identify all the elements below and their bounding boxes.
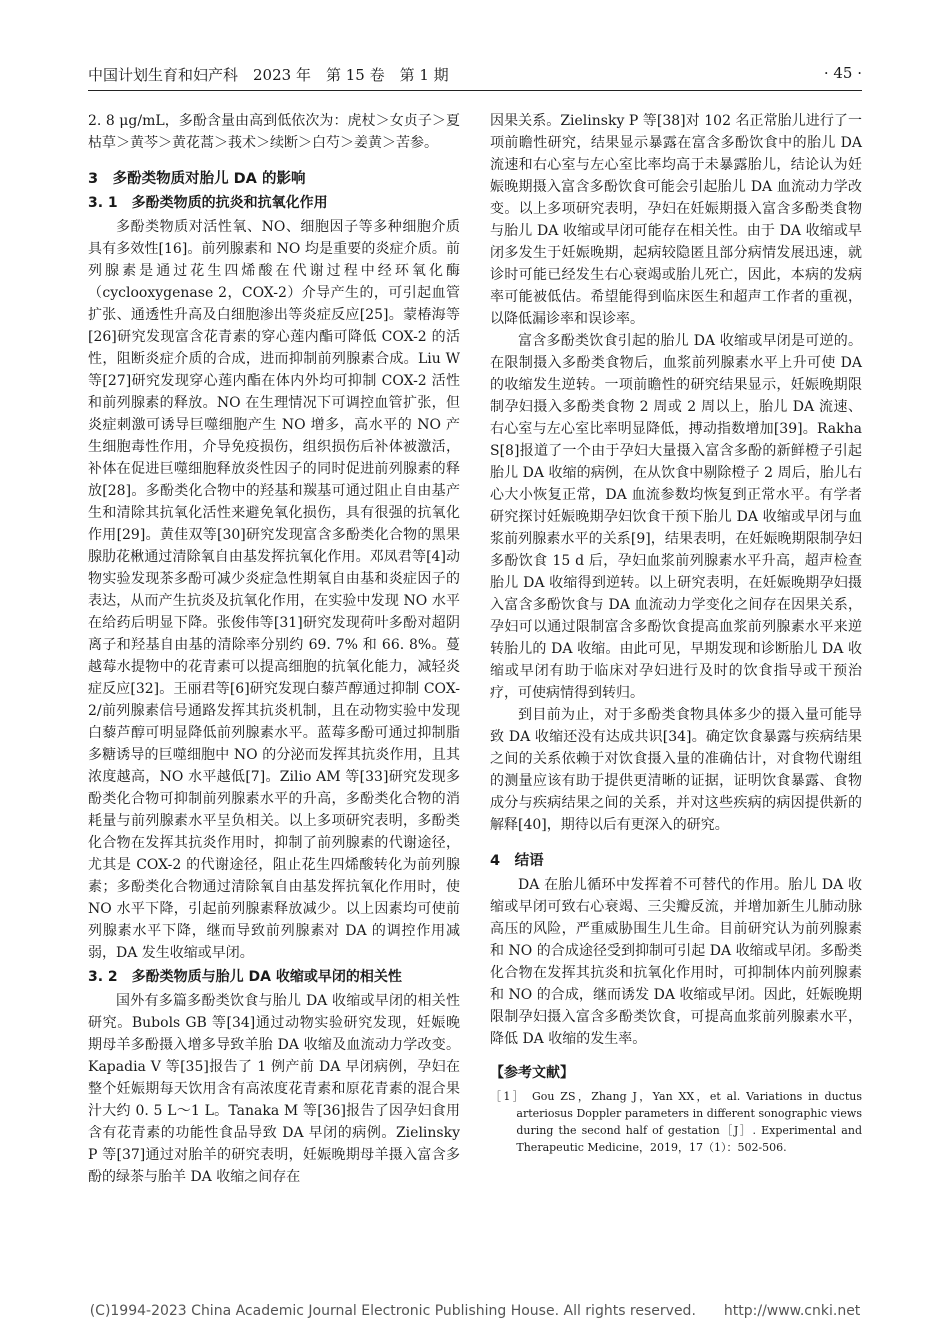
subsection-3-2-title: 3. 2 多酚类物质与胎儿 DA 收缩或早闭的相关性 xyxy=(88,969,402,985)
paragraph-3-2: 国外有多篇多酚类饮食与胎儿 DA 收缩或早闭的相关性研究。Bubols GB 等[34]通过动物实验研究发现，妊娠晚期母羊多酚摄入增多导致羊胎 DA 收缩及血流动力学改变。Kapadia V 等[35]报告了 1 例产前 DA 早闭病例，孕妇在整个妊娠期每天饮用含有高浓度花青素和原花青素的混合果汁大约 0. 5 L～1 L。Tanaka M 等[36]报告了因孕妇食用含有花青素的功能性食品导致 DA 早闭的病例。Zielinsky P 等[37]通过对胎羊的研究表明，妊娠晚期母羊摄入富含多酚的绿茶与胎羊 DA 收缩之间存在 xyxy=(88,993,460,1185)
section-4-title: 4 结语 xyxy=(490,853,544,869)
running-header xyxy=(88,64,862,86)
copyright-footer: (C)1994-2023 China Academic Journal Electronic Publishing House. All rights reserved. http://www.cnki.net xyxy=(89,1303,861,1319)
paragraph-intake-amount: 到目前为止，对于多酚类食物具体多少的摄入量可能导致 DA 收缩还没有达成共识[34]。确定饮食暴露与疾病结果之间的关系依赖于对饮食摄入量的准确估计，对食物代谢组的测量应该有助于提供更清晰的证据，证明饮食暴露、食物成分与疾病结果之间的关系，并对这些疾病的病因提供新的解释[40]，期待以后有更深入的研究。 xyxy=(490,707,862,833)
reference-1: ［1］ Gou ZS，Zhang J，Yan XX，et al. Variations in ductus arteriosus Doppler parameters in different sonographic views during the second half of gestation［J］. Experimental and Therapeutic Medicine，2019，17（1）：502-506. xyxy=(490,1090,862,1154)
right-column xyxy=(490,110,862,1156)
journal-header: 中国计划生育和妇产科 2023 年 第 15 卷 第 1 期 xyxy=(88,66,449,84)
header-divider xyxy=(88,90,862,91)
page-number: · 45 · xyxy=(823,64,862,82)
paragraph-conclusion: DA 在胎儿循环中发挥着不可替代的作用。胎儿 DA 收缩或早闭可致右心衰竭、三尖瓣反流，并增加新生儿肺动脉高压的风险，严重威胁围生儿生命。目前研究认为前列腺素和 NO 的合成途径受到抑制可引起 DA 收缩或早闭。多酚类化合物在发挥其抗炎和抗氧化作用时，可抑制体内前列腺素和 NO 的合成，继而诱发 DA 收缩或早闭。因此，妊娠晚期限制孕妇摄入富含多酚类饮食，可提高血浆前列腺素水平，降低 DA 收缩的发生率。 xyxy=(490,877,862,1047)
references-title: 【参考文献】 xyxy=(490,1065,574,1081)
section-3-title: 3 多酚类物质对胎儿 DA 的影响 xyxy=(88,171,306,187)
intro-paragraph: 2. 8 μg/mL，多酚含量由高到低依次为：虎杖＞女贞子＞夏枯草＞黄芩＞黄花蒿＞莪术＞续断＞白芍＞姜黄＞苦参。 xyxy=(88,113,460,151)
subsection-3-1-title: 3. 1 多酚类物质的抗炎和抗氧化作用 xyxy=(88,195,328,211)
paragraph-3-2-continued: 因果关系。Zielinsky P 等[38]对 102 名正常胎儿进行了一项前瞻性研究，结果显示暴露在富含多酚饮食中的胎儿 DA 流速和右心室与左心室比率均高于未暴露胎儿，结论认为妊娠晚期摄入富含多酚饮食可能会引起胎儿 DA 血流动力学改变。以上多项研究表明，孕妇在妊娠期摄入富含多酚类食物与胎儿 DA 收缩或早闭可能存在相关性。由于 DA 收缩或早闭多发生于妊娠晚期，起病较隐匿且部分病情发展迅速，就诊时可能已经发生右心衰竭或胎儿死亡，因此，本病的发病率可能被低估。希望能得到临床医生和超声工作者的重视，以降低漏诊率和误诊率。 xyxy=(490,113,862,327)
left-column xyxy=(88,110,460,1188)
paragraph-3-1: 多酚类物质对活性氧、NO、细胞因子等多种细胞介质具有多效性[16]。前列腺素和 NO 均是重要的炎症介质。前列腺素是通过花生四烯酸在代谢过程中经环氧化酶（cyclooxygenase 2，COX-2）介导产生的，可引起血管扩张、通透性升高及白细胞渗出等炎症反应[25]。蒙椿海等[26]研究发现富含花青素的穿心莲内酯可降低 COX-2 的活性，阻断炎症介质的合成，进而抑制前列腺素合成。Liu W 等[27]研究发现穿心莲内酯在体内外均可抑制 COX-2 活性和前列腺素的释放。NO 在生理情况下可调控血管扩张，但炎症刺激可诱导巨噬细胞产生 NO 增多，高水平的 NO 产生细胞毒性作用，介导免疫损伤，组织损伤后补体被激活，补体在促进巨噬细胞释放炎性因子的同时促进前列腺素的释放[28]。多酚类化合物中的羟基和羰基可通过阻止自由基产生和清除其抗氧化活性来避免氧化损伤，具有很强的抗氧化作用[29]。黄佳双等[30]研究发现富含多酚类化合物的黑果腺肋花楸通过清除氧自由基发挥抗氧化作用。邓凤君等[4]动物实验发现茶多酚可减少炎症急性期氧自由基和炎症因子的表达，从而产生抗炎及抗氧化作用，在实验中发现 NO 水平在给药后明显下降。张俊伟等[31]研究发现荷叶多酚对超阴离子和羟基自由基的清除率分别约 69. 7% 和 66. 8%。蔓越莓水提物中的花青素可以提高细胞的抗氧化能力，减轻炎症反应[32]。王丽君等[6]研究发现白藜芦醇通过抑制 COX-2/前列腺素信号通路发挥其抗炎机制，且在动物实验中发现白藜芦醇可明显降低前列腺素水平。蓝莓多酚可通过抑制脂多糖诱导的巨噬细胞中 NO 的分泌而发挥其抗炎作用，且其浓度越高，NO 水平越低[7]。Zilio AM 等[33]研究发现多酚类化合物可抑制前列腺素水平的升高，多酚类化合物的消耗量与前列腺素水平呈负相关。以上多项研究表明，多酚类化合物在发挥其抗炎作用时，抑制了前列腺素的代谢途径，尤其是 COX-2 的代谢途径，阻止花生四烯酸转化为前列腺素；多酚类化合物通过清除氧自由基发挥抗氧化作用时，使 NO 水平下降，引起前列腺素释放减少。以上因素均可使前列腺素水平下降，继而导致前列腺素对 DA 的调控作用减弱，DA 发生收缩或早闭。 xyxy=(88,219,460,961)
paragraph-reversibility: 富含多酚类饮食引起的胎儿 DA 收缩或早闭是可逆的。在限制摄入多酚类食物后，血浆前列腺素水平上升可使 DA 的收缩发生逆转。一项前瞻性的研究结果显示，妊娠晚期限制孕妇摄入多酚类食物 2 周或 2 周以上，胎儿 DA 流速、右心室与左心室比率明显降低，搏动指数增加[39]。Rakha S[8]报道了一个由于孕妇大量摄入富含多酚的新鲜橙子引起胎儿 DA 收缩的病例，在从饮食中剔除橙子 2 周后，胎儿右心大小恢复正常，DA 血流参数均恢复到正常水平。有学者研究探讨妊娠晚期孕妇饮食干预下胎儿 DA 收缩或早闭与血浆前列腺素水平的关系[9]，结果表明，在妊娠晚期限制孕妇多酚饮食 15 d 后，孕妇血浆前列腺素水平升高，超声检查胎儿 DA 收缩得到逆转。以上研究表明，在妊娠晚期孕妇摄入富含多酚饮食与 DA 血流动力学变化之间存在因果关系，孕妇可以通过限制富含多酚饮食提高血浆前列腺素水平来逆转胎儿的 DA 收缩。由此可见，早期发现和诊断胎儿 DA 收缩或早闭有助于临床对孕妇进行及时的饮食指导或干预治疗，可使病情得到转归。 xyxy=(490,333,862,701)
